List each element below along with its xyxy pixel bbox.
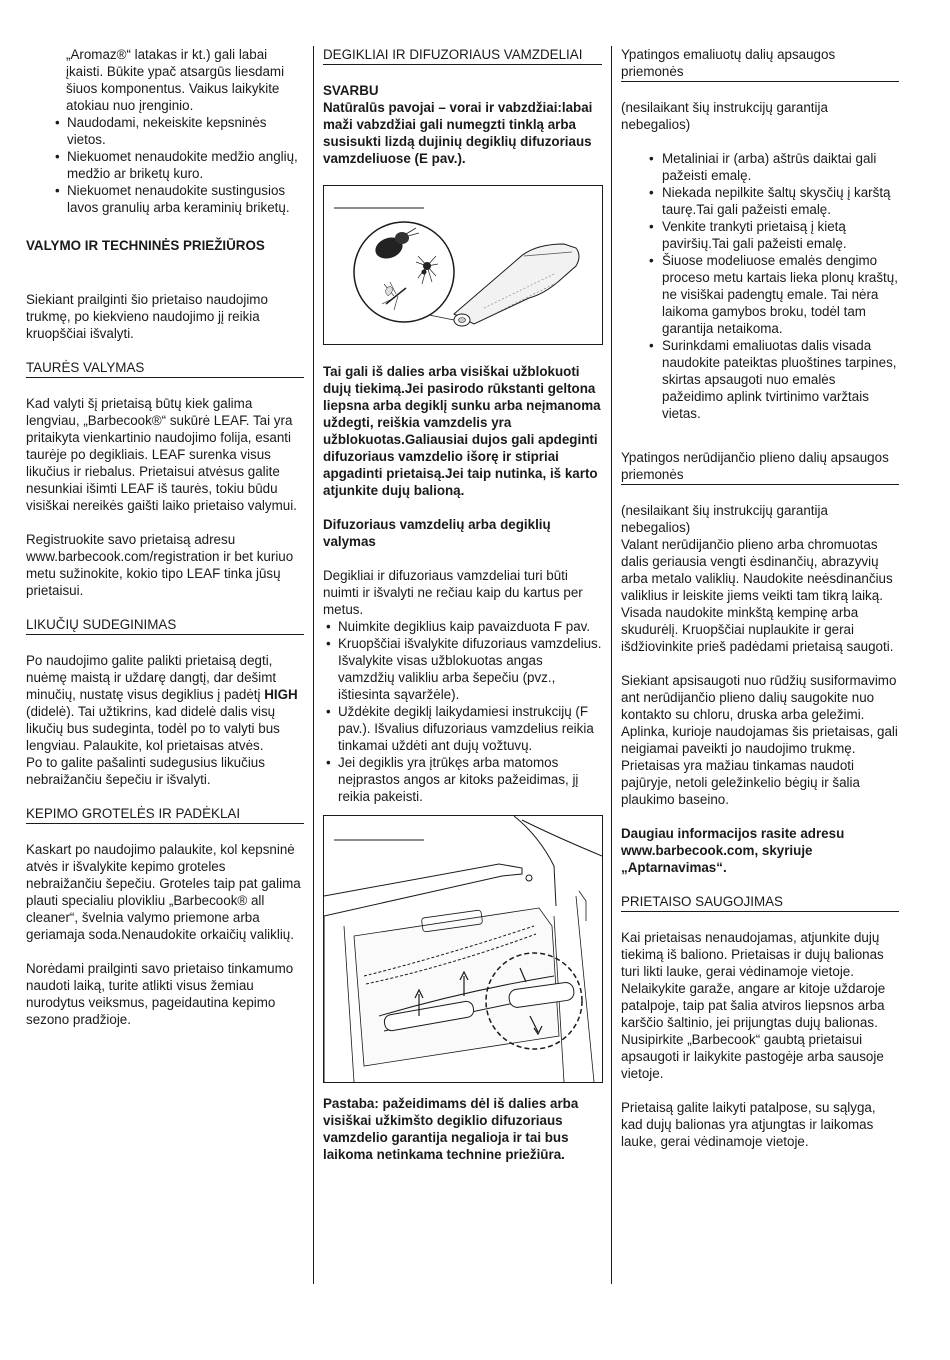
figure-f-burner-removal xyxy=(323,815,603,1083)
enamel-list xyxy=(621,150,899,422)
grill-heading: KEPIMO GROTELĖS IR PADĖKLAI xyxy=(26,805,304,824)
list-item: • Šiuose modeliuose emalės dengimo proceso metu kartais lieka plonų kraštų, ne visiškai padengtų emale. Tai nėra laikoma gamybos broku, todėl tam garantija netaikoma. xyxy=(621,252,899,337)
intro-text: „Aromaz®“ latakas ir kt.) gali labai įkaisti. Būkite ypač atsargūs liesdami šiuos komponentus. Vaikus laikykite atokiau nuo įrenginio. xyxy=(66,47,285,113)
list-item: • Niekuomet nenaudokite sustingusios lavos granulių arba keraminių briketų. xyxy=(52,182,304,216)
list-item: • Metaliniai ir (arba) aštrūs daiktai gali pažeisti emalę. xyxy=(621,150,899,184)
list-item: • Naudodami, nekeiskite kepsninės vietos. xyxy=(52,114,304,148)
sub-text: Degikliai ir difuzoriaus vamzdeliai turi būti nuimti ir išvalyti ne rečiau kaip du kartus per metus. xyxy=(323,568,583,617)
list-item: • Uždėkite degiklį laikydamiesi instrukcijų (F pav.). Išvalius difuzoriaus vamzdelius reikia tinkamai uždėti ant dujų vožtuvų. xyxy=(323,703,602,754)
register-text: Registruokite savo prietaisą adresu www.barbecook.com/registration ir bet kuriuo metu sužinokite, kokio tipo LEAF tinka jūsų prietaisui. xyxy=(26,532,294,598)
safety-list xyxy=(26,114,304,216)
grill-text: Kaskart po naudojimo palaukite, kol kepsninė atvės ir išvalykite kepimo groteles nebraižančiu šepečiu. Groteles taip pat galima plauti specialiu plovikliu „Barbecook® all cleaner“, švelnia valymo priemone arba geriamaja soda.Nenaudokite orkaičių valiklių. xyxy=(26,842,301,942)
list-item: • Jei degiklis yra įtrūkęs arba matomos neįprastos angos ar kitoks pažeidimas, jį reikia pakeisti. xyxy=(323,754,602,805)
rust-text: Siekiant apsisaugoti nuo rūdžių susiformavimo ant nerūdijančio plieno dalių saugokite nuo kontakto su chloru, druska arba geležimi. Aplinka, kurioje naudojamas šis prietaisas, gali neigiamai paveikti jo naudojimo trukmę. Prietaisas yra mažiau tinkamas naudoti pajūryje, netoli geležinkelio bėgių ir šalia plaukimo baseino. xyxy=(621,673,898,807)
sub-heading: Difuzoriaus vamzdelių arba degiklių valymas xyxy=(323,517,551,549)
burn-text xyxy=(26,652,304,754)
burn-high: HIGH xyxy=(264,687,298,702)
storage-text: Kai prietaisas nenaudojamas, atjunkite dujų tiekimą iš baliono. Prietaisas ir dujų balionas turi likti lauke, gerai vėdinamoje vietoje. Nelaikykite garaže, angare ar kitoje uždaroje patalpoje, taip pat šalia atviros liepsnos arba karščio šaltinio, jei prijungtas dujų balionas. xyxy=(621,930,886,1030)
important-text: Natūralūs pavojai – vorai ir vabzdžiai:labai maži vabzdžiai gali numegzti tinklą arba susisukti lizdą dujinių degiklių difuzoriaus vamzdeliuose (E pav.). xyxy=(323,100,593,166)
list-item: • Venkite trankyti prietaisą į kietą paviršių.Tai gali pažeisti emalę. xyxy=(621,218,899,252)
cup-heading: TAURĖS VALYMAS xyxy=(26,359,304,378)
cleaning-steps xyxy=(323,618,602,805)
list-item: • Kruopščiai išvalykite difuzoriaus vamzdelius. Išvalykite visas užblokuotas angas vamzdžių valikliu arba šepečiu (pvz., ištiesinta sąvaržėle). xyxy=(323,635,602,703)
insects-illustration xyxy=(324,186,602,344)
burn-text-c: Po to galite pašalinti sudegusius likučius nebraižančiu šepečiu ir išvalyti. xyxy=(26,755,265,787)
figure-e-insects xyxy=(323,185,603,345)
column-2 xyxy=(323,46,602,1163)
warning-text: Tai gali iš dalies arba visiškai užblokuoti dujų tiekimą.Jei pasirodo rūkstanti geltona liepsna arba degiklį sunku arba neįmanoma uždegti, reiškia vamzdelis yra užblokuotas.Galiausiai dujos gali apdeginti difuzoriaus vamzdelio išorę ir stipriai apgadinti prietaisą.Jei taip nutinka, iš karto atjunkite dujų balioną. xyxy=(323,364,601,498)
burners-heading: DEGIKLIAI IR DIFUZORIAUS VAMZDELIAI xyxy=(323,46,602,65)
cup-text: Kad valyti šį prietaisą būtų kiek galima lengviau, „Barbecook®“ sukūrė LEAF. Tai yra pritaikyta vienkartinio naudojimo folija, esanti taurėje po degikliais. LEAF surenka visus likučius ir riebalus. Prietaisui atvėsus galite nesunkiai išimti LEAF iš taurės, tokiu būdu visiškai nereikės gaišti laiko prietaiso valymui. xyxy=(26,396,297,513)
list-item: • Surinkdami emaliuotas dalis visada naudokite pateiktas pluoštines tarpines, skirtas apsaugoti nuo emalės pažeidimo aplink tvirtinimo varžtais vietas. xyxy=(621,337,899,422)
note-text: Pastaba: pažeidimams dėl iš dalies arba visiškai užkimšto degiklio difuzoriaus vamzdelio garantija negalioja ir tai bus laikoma netinkama technine priežiūra. xyxy=(323,1096,579,1162)
burn-heading: LIKUČIŲ SUDEGINIMAS xyxy=(26,616,304,635)
cover-text: Nusipirkite „Barbecook“ gaubtą prietaisui apsaugoti ir laikykite pastogėje arba sausoje vietoje. xyxy=(621,1032,884,1081)
enamel-heading: Ypatingos emaliuotų dalių apsaugos priemonės xyxy=(621,46,899,82)
column-divider-2 xyxy=(611,46,612,1284)
grill-text-2: Norėdami prailginti savo prietaiso tinkamumo naudoti laiką, turite atlikti visus žemiau nurodytus veiksmus, pageidautina kepimo sezono pradžioje. xyxy=(26,961,294,1027)
list-item: • Nuimkite degiklius kaip pavaizduota F pav. xyxy=(323,618,602,635)
column-3 xyxy=(621,46,899,1150)
storage-heading: PRIETAISO SAUGOJIMAS xyxy=(621,893,899,912)
indoor-text: Prietaisą galite laikyti patalpose, su sąlyga, kad dujų balionas yra atjungtas ir laikomas lauke, gerai vėdinamoje vietoje. xyxy=(621,1100,876,1149)
burner-removal-illustration xyxy=(324,816,602,1082)
section-text: Siekiant prailginti šio prietaiso naudojimo trukmę, po kiekvieno naudojimo jį reikia kruopščiai išvalyti. xyxy=(26,292,268,341)
section-title: VALYMO IR TECHNINĖS PRIEŽIŪROS xyxy=(26,238,265,253)
burn-text-b: (didelė). Tai užtikrins, kad didelė dalis visų likučių bus sudeginta, todėl po to valyti bus lengviau. Palaukite, kol prietaisas atvės. xyxy=(26,704,280,753)
column-divider-1 xyxy=(313,46,314,1284)
list-item: • Niekuomet nenaudokite medžio anglių, medžio ar briketų kuro. xyxy=(52,148,304,182)
list-item: • Niekada nepilkite šaltų skysčių į karštą taurę.Tai gali pažeisti emalę. xyxy=(621,184,899,218)
steel-heading: Ypatingos nerūdijančio plieno dalių apsaugos priemonės xyxy=(621,449,899,485)
steel-warranty: (nesilaikant šių instrukcijų garantija nebegalios) xyxy=(621,503,828,535)
important-label: SVARBU xyxy=(323,83,379,98)
column-1 xyxy=(26,46,304,1028)
burn-text-a: Po naudojimo galite palikti prietaisą degti, nuėmę maistą ir uždarę dangtį, dar dešimt minučių, nustatę visus degiklius į padėtį xyxy=(26,653,277,702)
enamel-warranty: (nesilaikant šių instrukcijų garantija nebegalios) xyxy=(621,100,828,132)
info-text: Daugiau informacijos rasite adresu www.barbecook.com, skyriuje „Aptarnavimas“. xyxy=(621,826,845,875)
steel-text: Valant nerūdijančio plieno arba chromuotas dalis geriausia vengti ėsdinančių, abrazyvių arba metalo valiklių. Naudokite neėsdinančius valiklius ir leiskite jiems veikti tam tikrą laiką. Visada naudokite minkštą kempinę arba skudurėlį. Kruopščiai nuplaukite ir gerai išdžiovinkite prieš padėdami prietaisą saugoti. xyxy=(621,537,894,654)
